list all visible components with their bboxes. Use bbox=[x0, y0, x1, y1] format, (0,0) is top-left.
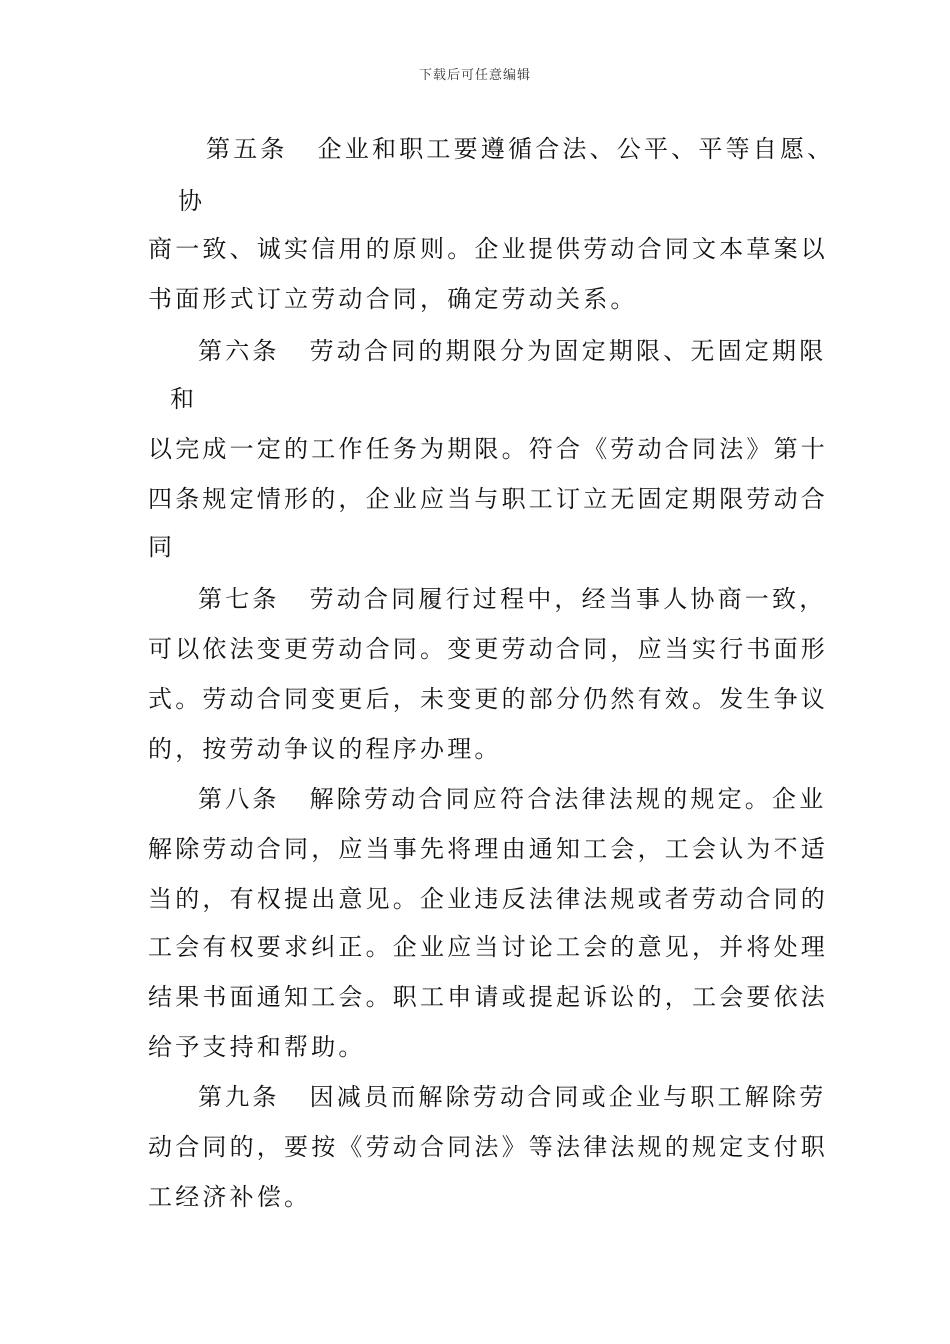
article-8-line-2: 解除劳动合同，应当事先将理由通知工会，工会认为不适 bbox=[148, 835, 828, 863]
article-5-text: 企业和职工要遵循合法、公平、平等自愿、 bbox=[317, 135, 835, 163]
article-8-text: 解除劳动合同应符合法律法规的规定。企业 bbox=[309, 785, 827, 813]
article-6-label: 第六条 bbox=[198, 337, 280, 365]
article-9-text: 因减员而解除劳动合同或企业与职工解除劳 bbox=[309, 1083, 827, 1111]
article-5-line-2: 协 bbox=[178, 187, 206, 215]
article-5-label: 第五条 bbox=[206, 135, 288, 163]
article-8-line-6: 给予支持和帮助。 bbox=[148, 1033, 366, 1061]
article-8-line-1 bbox=[198, 784, 826, 814]
article-7-line-3: 式。劳动合同变更后，未变更的部分仍然有效。发生争议 bbox=[148, 685, 828, 713]
article-9-line-2: 动合同的，要按《劳动合同法》等法律法规的规定支付职 bbox=[148, 1133, 828, 1161]
article-9-line-1 bbox=[198, 1082, 826, 1112]
article-6-line-5: 同 bbox=[148, 533, 176, 561]
article-6-line-1 bbox=[198, 336, 826, 366]
article-8-line-4: 工会有权要求纠正。企业应当讨论工会的意见，并将处理 bbox=[148, 933, 828, 961]
article-7-line-1 bbox=[198, 584, 826, 614]
article-8-label: 第八条 bbox=[198, 785, 280, 813]
article-5-line-1 bbox=[206, 134, 834, 164]
article-7-line-2: 可以依法变更劳动合同。变更劳动合同，应当实行书面形 bbox=[148, 635, 828, 663]
article-7-text: 劳动合同履行过程中，经当事人协商一致， bbox=[309, 585, 827, 613]
article-9-line-3: 工经济补偿。 bbox=[148, 1183, 312, 1211]
article-5-line-3: 商一致、诚实信用的原则。企业提供劳动合同文本草案以 bbox=[148, 235, 828, 263]
article-8-line-5: 结果书面通知工会。职工申请或提起诉讼的，工会要依法 bbox=[148, 983, 828, 1011]
article-8-line-3: 当的，有权提出意见。企业违反法律法规或者劳动合同的 bbox=[148, 885, 828, 913]
article-9-label: 第九条 bbox=[198, 1083, 280, 1111]
article-6-line-4: 四条规定情形的，企业应当与职工订立无固定期限劳动合 bbox=[148, 485, 828, 513]
article-5-line-4: 书面形式订立劳动合同，确定劳动关系。 bbox=[148, 285, 638, 313]
page-header: 下载后可任意编辑 bbox=[418, 68, 531, 83]
article-7-label: 第七条 bbox=[198, 585, 280, 613]
article-6-line-3: 以完成一定的工作任务为期限。符合《劳动合同法》第十 bbox=[148, 435, 828, 463]
article-6-line-2: 和 bbox=[170, 385, 198, 413]
article-6-text: 劳动合同的期限分为固定期限、无固定期限 bbox=[309, 337, 827, 365]
article-7-line-4: 的，按劳动争议的程序办理。 bbox=[148, 735, 502, 763]
